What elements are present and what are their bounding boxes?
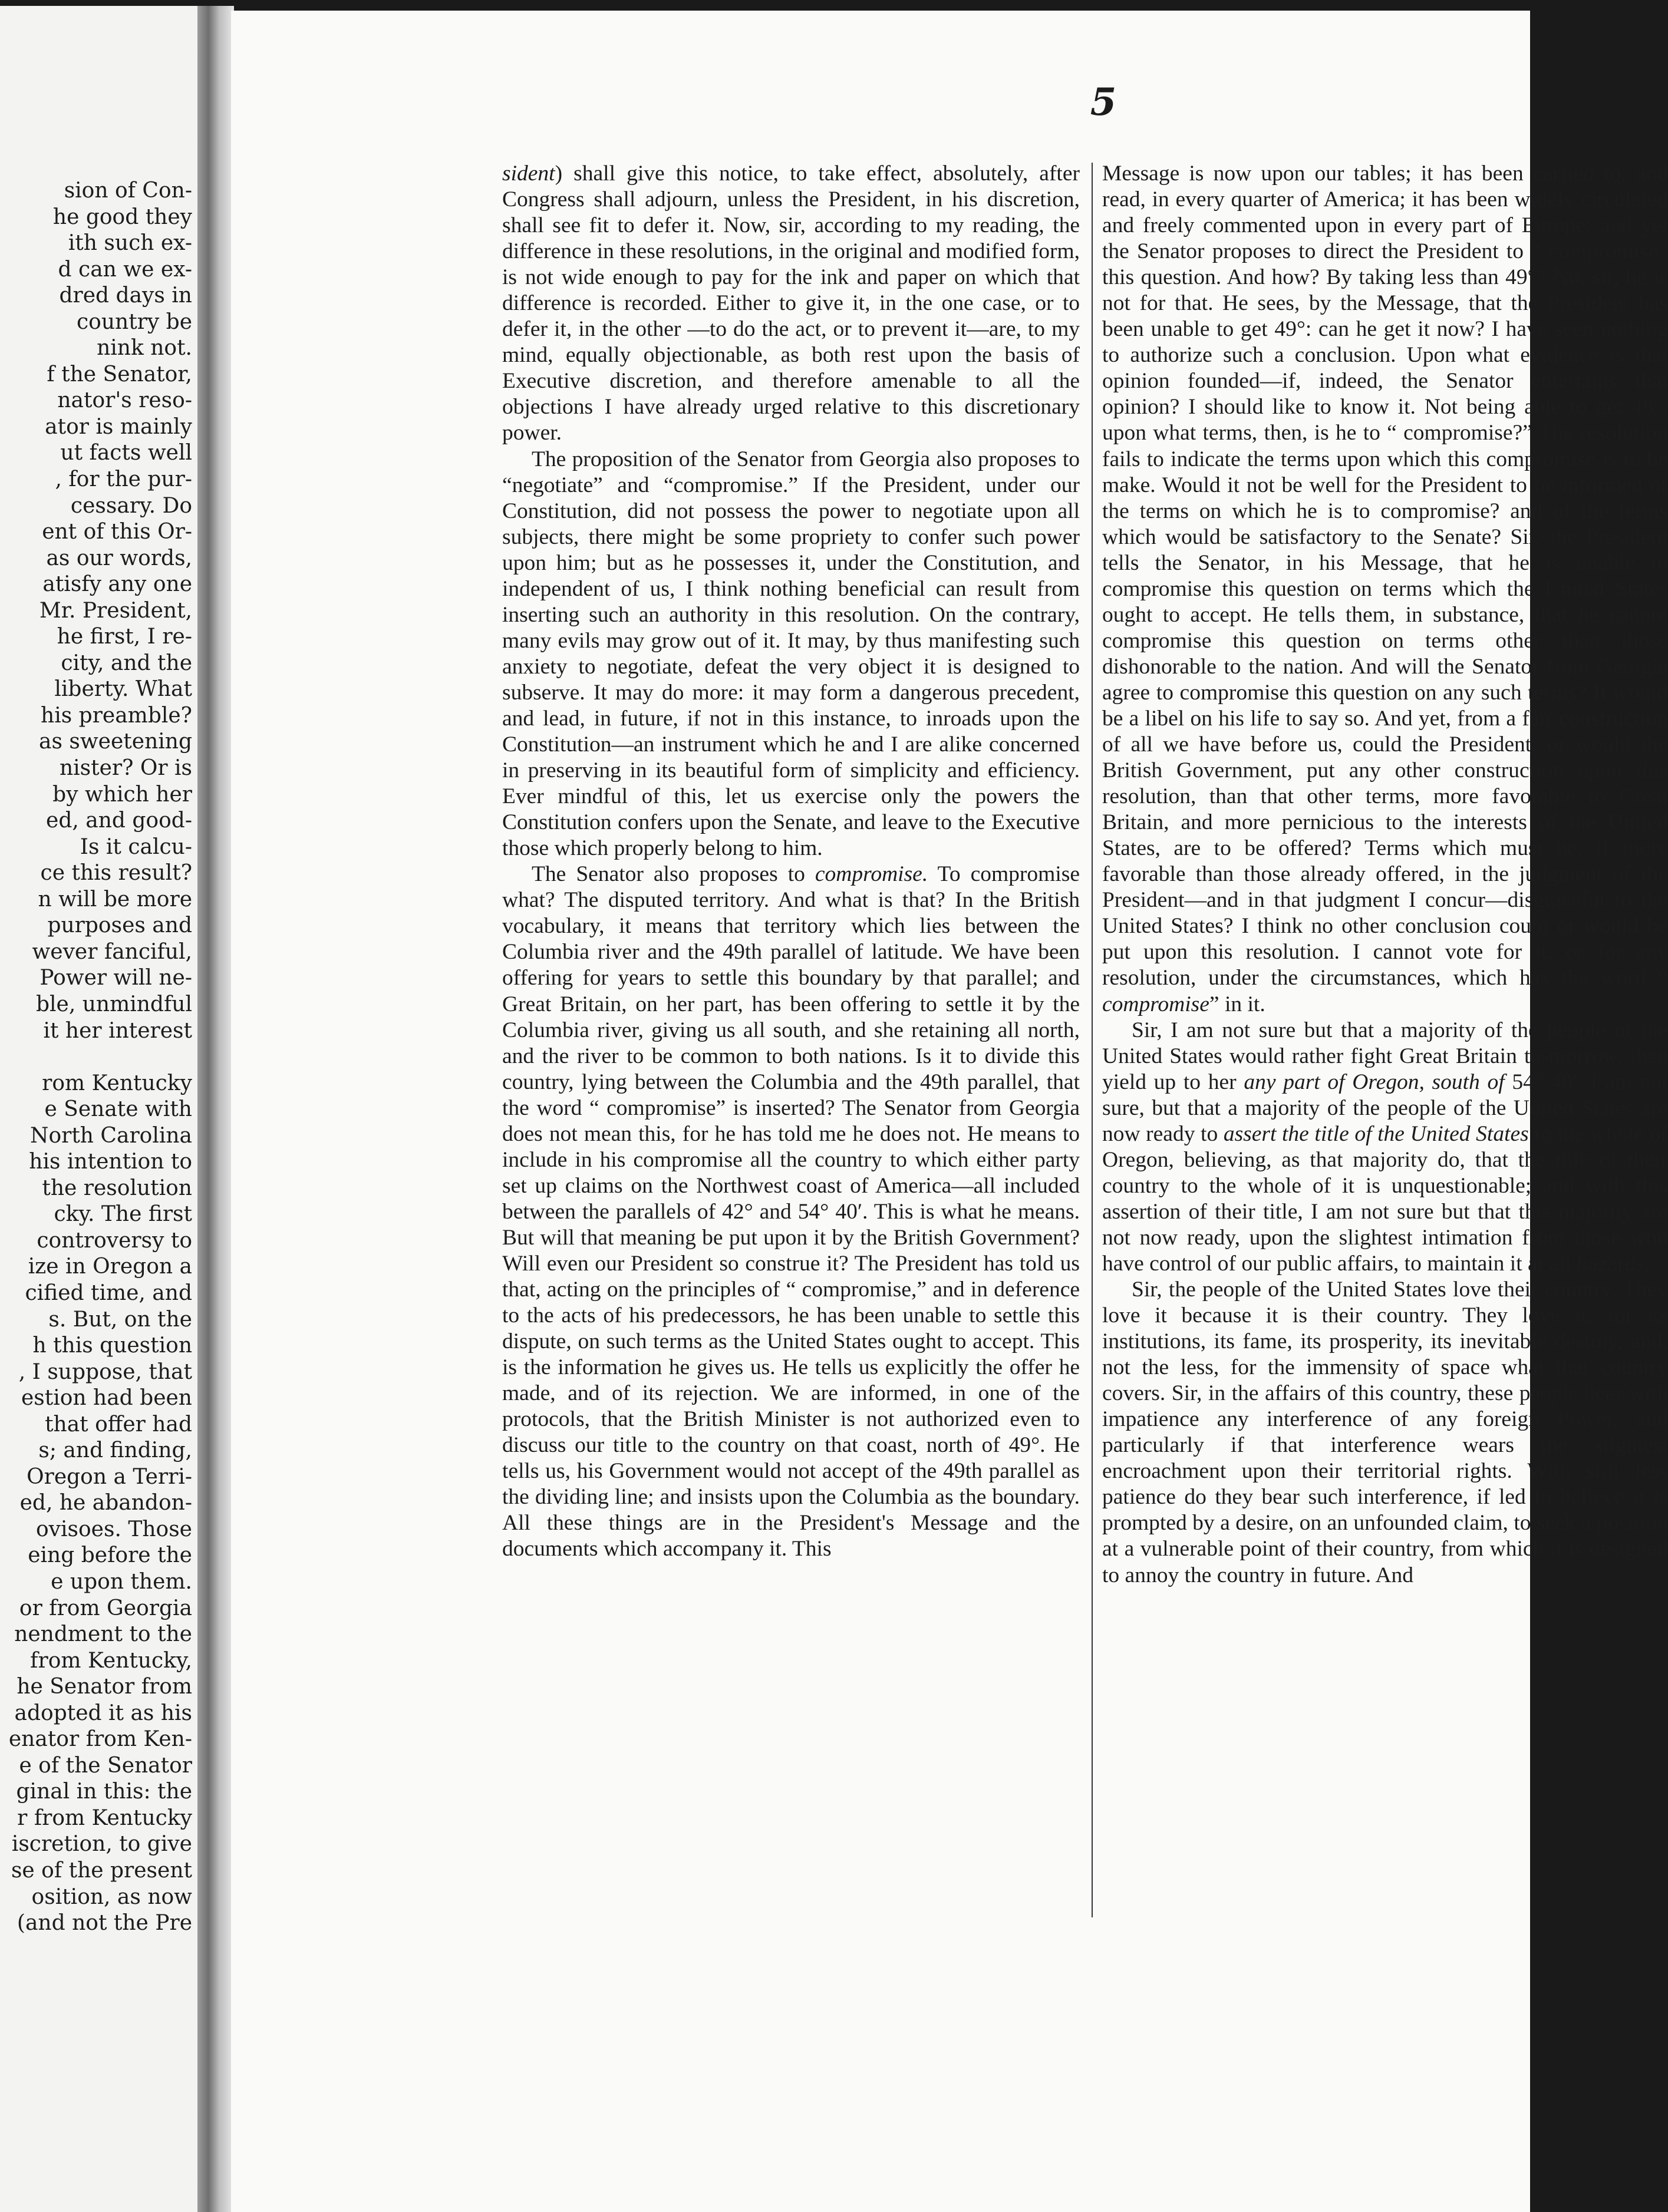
facing-page-line: e of the Senator <box>19 1753 192 1778</box>
facing-page-line: Oregon a Terri- <box>27 1464 192 1489</box>
paragraph <box>502 861 1080 1562</box>
facing-page-line: or from Georgia <box>19 1596 192 1620</box>
facing-page-line: ize in Oregon a <box>28 1254 192 1279</box>
facing-page-line: nink not. <box>97 336 192 361</box>
facing-page-line: as sweetening <box>39 729 192 754</box>
facing-page-line: , I suppose, that <box>18 1359 192 1384</box>
paragraph <box>1102 1018 1668 1277</box>
facing-page-line: Power will ne- <box>39 966 192 991</box>
facing-page-line: e upon them. <box>51 1569 192 1594</box>
text-column-right <box>1102 161 1668 1589</box>
facing-page-line: s. But, on the <box>48 1307 192 1332</box>
facing-page-line: f the Senator, <box>47 362 192 387</box>
facing-page-line: n will be more <box>38 887 192 912</box>
paragraph-text: to the whole of Oregon, believing, as that majority do, that the title of their country to the whole of it is unquestionable; and with this assertion of their title, I am not sure but that this majority are not now ready, upon the slightest intimation from those who have control of our public affairs, to maintain it at all hazards. <box>1102 1121 1668 1276</box>
column-divider <box>1092 163 1093 1917</box>
facing-page-line: ator is mainly <box>45 414 192 439</box>
text-column-left <box>502 161 1080 1563</box>
facing-page-line: cified time, and <box>25 1280 192 1305</box>
paragraph <box>502 161 1080 447</box>
facing-page-line: purposes and <box>47 913 192 938</box>
facing-page-line: that offer had <box>45 1412 192 1437</box>
facing-page-line: nator's reso- <box>57 388 192 413</box>
facing-page-line: his intention to <box>29 1150 192 1174</box>
paragraph-text: The Senator also proposes to <box>532 862 815 887</box>
facing-page-line: nendment to the <box>14 1622 192 1647</box>
paragraph: The proposition of the Senator from Georgia also proposes to “negotiate” and “compromise.” If the President, under our Constitution, did not possess the power to negotiate upon all subjects, there might be some propriety to confer such power upon him; but as he possesses it, under the Constitution, and independent of us, I think nothing beneficial can result from inserting such an authority in this resolution. On the contrary, many evils may grow out of it. It may, by thus manifesting such anxiety to negotiate, defeat the very object it is designed to subserve. It may do more: it may form a dangerous precedent, and lead, in future, if not in this instance, to inroads upon the Constitution—an instrument which he and I are alike concerned in preserving in its beautiful form of simplicity and efficiency. Ever mindful of this, let us exercise only the powers the Constitution confers upon the Senate, and leave to the Executive those which properly belong to him. <box>502 447 1080 861</box>
facing-page-line: enator from Ken- <box>8 1727 192 1752</box>
facing-page-line: nister? Or is <box>59 756 192 781</box>
document-page <box>231 11 1668 2212</box>
facing-page-line: adopted it as his <box>14 1701 192 1725</box>
facing-page-line: , for the pur- <box>55 467 192 492</box>
facing-page-line: d can we ex- <box>58 257 192 282</box>
facing-page-line: ed, he abandon- <box>19 1491 192 1516</box>
facing-page-line: country be <box>76 309 192 334</box>
facing-page-line: r from Kentucky <box>17 1805 192 1830</box>
paragraph <box>1102 161 1668 1018</box>
facing-page-line: e Senate with <box>44 1097 192 1122</box>
facing-page-line: liberty. What <box>54 677 192 702</box>
facing-page-line: he Senator from <box>17 1675 192 1699</box>
facing-page-line: h this question <box>32 1333 192 1358</box>
facing-page-line: by which her <box>52 782 192 807</box>
facing-page-line: North Carolina <box>29 1123 192 1148</box>
facing-page-line: cky. The first <box>54 1202 192 1227</box>
facing-page-line: cessary. Do <box>70 493 192 518</box>
facing-page-line: as our words, <box>46 546 192 570</box>
facing-page-line: Mr. President, <box>39 598 192 623</box>
facing-page-line: wever fanciful, <box>32 939 192 964</box>
facing-page-line: se of the present <box>11 1858 192 1883</box>
facing-page-line: ble, unmindful <box>35 992 192 1016</box>
facing-page-line: osition, as now <box>31 1884 192 1909</box>
paragraph-text: Sir, I am not sure but that a majority of the people of the United States would rather fight Great Britain to-morrow, than yield up to her <box>1102 1018 1668 1094</box>
facing-page-line: ovisoes. Those <box>36 1517 192 1541</box>
facing-page-line: city, and the <box>61 651 192 675</box>
paragraph-text: ) shall give this notice, to take effect, absolutely, after Congress shall adjourn, unless the President, in his discretion, shall see fit to defer it. Now, sir, according to my reading, the difference in these resolutions, in the original and modified form, is not wide enough to pay for the ink and paper on which that difference is recorded. Either to give it, in the one case, or to defer it, in the other —to do the act, or to prevent it—are, to my mind, equally objectionable, as both rest upon the basis of Executive discretion, and therefore amenable to all the objections I have already urged relative to this discretionary power. <box>502 161 1080 445</box>
facing-page-line: ith such ex- <box>68 231 192 256</box>
facing-page-line: his preamble? <box>41 703 192 728</box>
facing-page-line: from Kentucky, <box>30 1648 192 1673</box>
facing-page-line: Is it calcu- <box>80 834 192 859</box>
facing-page-text-fragments <box>0 178 192 1937</box>
facing-page-line: estion had been <box>21 1386 192 1411</box>
facing-page-line: s; and finding, <box>38 1438 192 1463</box>
facing-page-line: the resolution <box>42 1176 192 1200</box>
italic-text: sident <box>502 161 555 186</box>
facing-page-line: he good they <box>52 204 192 229</box>
italic-text: any part of Oregon, south of <box>1244 1069 1505 1094</box>
paragraph-text: To compromise what? The disputed territory. And what is that? In the British vocabulary, it means that territory which lies between the Columbia river and the 49th parallel of latitude. We have been offering for years to settle this boundary by that parallel; and Great Britain, on her part, has been offering to settle it by the Columbia river, giving us all south, and she retaining all north, and the river to be common to both nations. Is it to divide this country, lying between the Columbia and the 49th parallel, that the word “ compromise” is inserted? The Senator from Georgia does not mean this, for he has told me he does not. He means to include in his compromise all the country to which either party set up claims on the Northwest coast of America—all included between the parallels of 42° and 54° 40′. This is what he means. But will that meaning be put upon it by the British Government? Will even our President so construe it? The President has told us that, acting on the principles of “ compromise,” and in deference to the acts of his predecessors, he has been unable to settle this dispute, on such terms as the United States ought to accept. This is the information he gives us. He tells us explicitly the offer he made, and of its rejection. We are informed, in one of the protocols, that the British Minister is not authorized even to discuss our title to the country on that coast, north of 49°. He tells us, his Government would not accept of the 49th parallel as the dividing line; and insists upon the Columbia as the boundary. All these things are in the President's Message and the documents which accompany it. This <box>502 862 1080 1561</box>
paragraph-text: 54° 40′. I am not sure, but that a majority of the people of the United States are now ready to <box>1102 1069 1668 1146</box>
facing-page-line: rom Kentucky <box>42 1071 192 1095</box>
facing-page-line <box>0 1044 192 1071</box>
facing-page <box>0 6 213 2212</box>
facing-page-line: atisfy any one <box>42 572 192 597</box>
paragraph: Sir, the people of the United States love their country. They love it because it is their country. They love it, for its institutions, its fame, its prosperity, its inevitable destiny, and, not the less, for the immensity of space what that country covers. Sir, in the affairs of this country, these people bear with impatience any interference of any foreign Power, and particularly if that interference wears the slightest encroachment upon their territorial rights. With still less patience do they bear such interference, if led to believe it is prompted by a desire, on an unfounded claim, to seek a position at a vulnerable point of their country, from which it is designed to annoy the country in future. And <box>1102 1277 1668 1587</box>
facing-page-line: (and not the Pre <box>17 1911 192 1936</box>
facing-page-line: ginal in this: the <box>16 1779 192 1804</box>
facing-page-line: iscretion, to give <box>11 1832 192 1857</box>
paragraph-text: ” in it. <box>1209 992 1265 1016</box>
facing-page-line: controversy to <box>37 1228 192 1253</box>
book-gutter <box>197 6 234 2212</box>
paragraph-text: Message is now upon our tables; it has been carried to, and read, in every quarter of America; it has been widely circulated and freely commented upon in every part of Europe; and yet the Senator proposes to direct the President to “ compromise” this question. And how? By taking less than 49°? No, sir, he is not for that. He sees, by the Message, that the President has been unable to get 49°: can he get it now? I have seen nothing to authorize such a conclusion. Upon what evidence is that opinion founded—if, indeed, the Senator entertains that opinion? I should like to know it. Not being able to get 49°, upon what terms, then, is he to “ compromise?” The resolution fails to indicate the terms upon which this compromise is to be make. Would it not be well for the President to be informed of the terms on which he is to compromise? and of the terms which would be satisfactory to the Senate? Sir, the President tells the Senator, in his Message, that he is unable to compromise this question on terms which the United States ought to accept. He tells them, in substance, that he cannot compromise this question on terms other than those dishonorable to the nation. And will the Senator from Georgia agree to compromise this question on any such terms? It would be a libel on his life to say so. And yet, from a fair construction of all we have before us, could the President, or would the British Government, put any other construction upon this resolution, than that other terms, more favorable to Great Britain, and more pernicious to the interests of the United States, are to be offered? Terms which must be, if more favorable than those already offered, in the judgment of the President—and in that judgment I concur—disgraceful to the United States? I think no other conclusion could or would be put upon this resolution. I cannot vote for it, or for any resolution, under the circumstances, which has the word “ <box>1102 161 1668 991</box>
facing-page-line: eing before the <box>28 1543 192 1568</box>
italic-text: compromise. <box>815 862 928 887</box>
facing-page-line: sion of Con- <box>64 179 192 203</box>
facing-page-line: ut facts well <box>60 441 192 465</box>
page-number: 5 <box>1090 80 1117 124</box>
italic-text: compromise <box>1102 992 1209 1016</box>
facing-page-line: it her interest <box>43 1018 192 1043</box>
facing-page-line: dred days in <box>59 283 192 308</box>
facing-page-line: ed, and good- <box>46 808 192 833</box>
facing-page-line: he first, I re- <box>57 625 192 649</box>
facing-page-line: ent of this Or- <box>42 520 192 544</box>
italic-text: assert the title of the United States <box>1223 1121 1529 1146</box>
facing-page-line: ce this result? <box>40 861 192 886</box>
